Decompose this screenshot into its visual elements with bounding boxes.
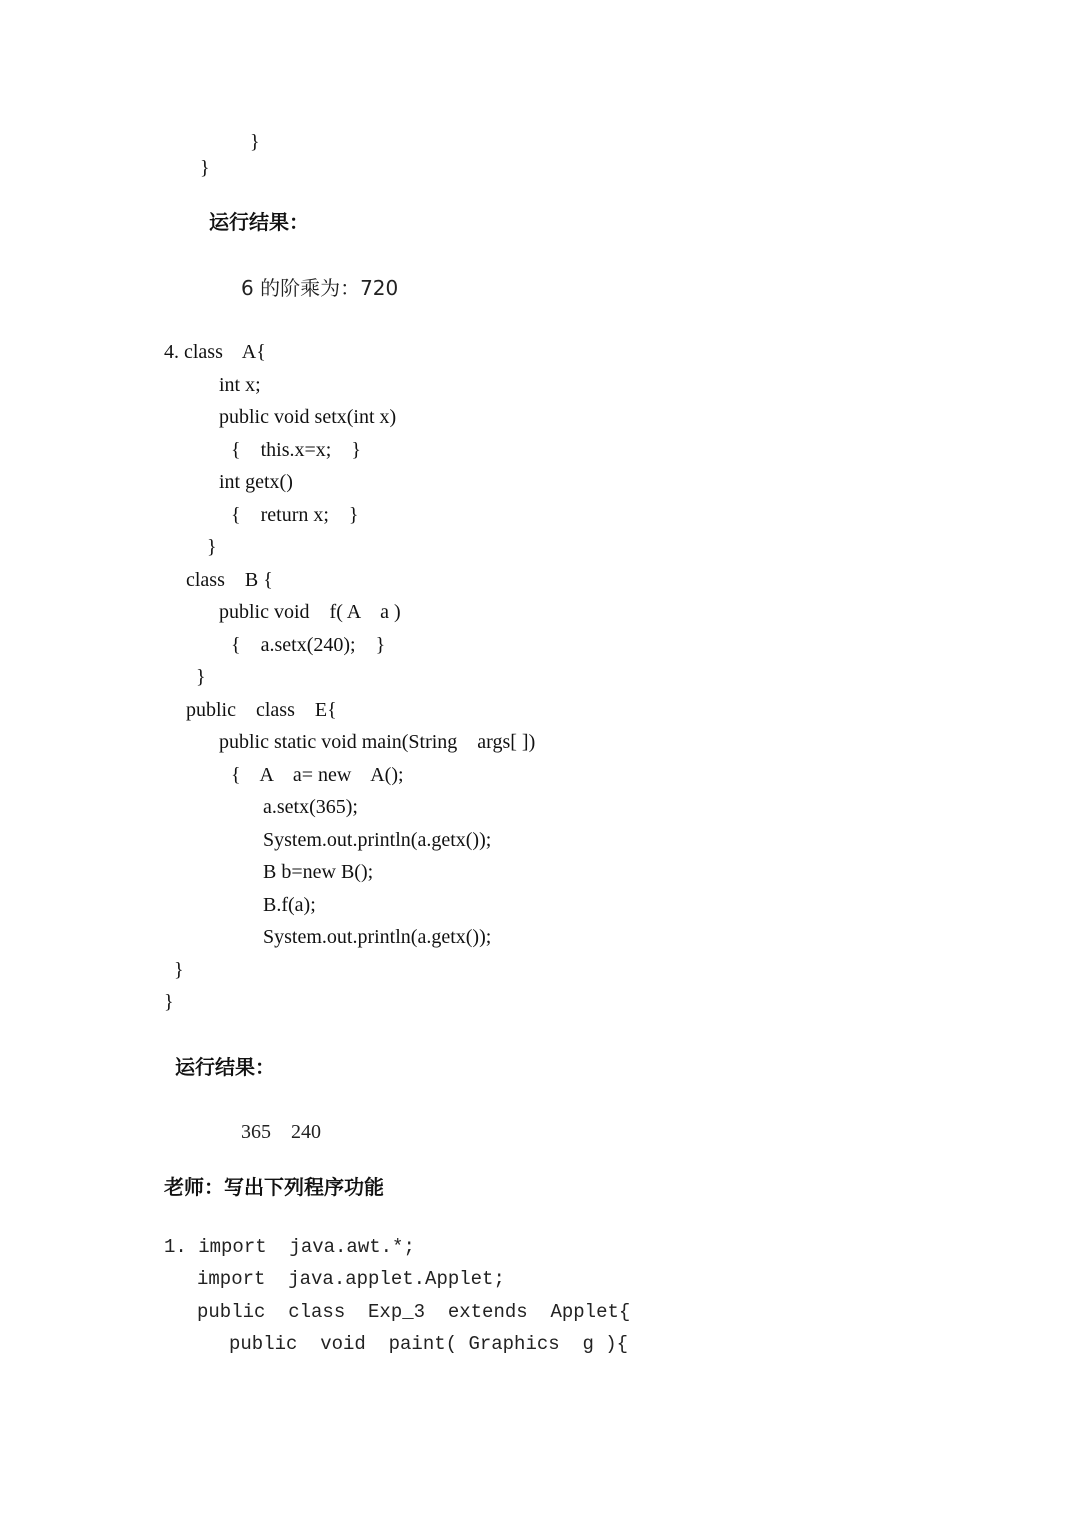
code-line: public void paint( Graphics g ){ [229, 1333, 629, 1355]
code-line: } [207, 536, 217, 558]
code-line: public class Exp_3 extends Applet{ [197, 1301, 631, 1323]
code-line: 1. import java.awt.*; [164, 1236, 415, 1258]
code-line: } [196, 666, 206, 688]
code-line: public class E{ [186, 699, 337, 721]
code-line: { a.setx(240); } [231, 634, 386, 656]
code-line: { A a= new A(); [231, 764, 404, 786]
code-line: a.setx(365); [263, 796, 358, 818]
code-line: } [164, 991, 174, 1013]
code-line: } [174, 959, 184, 981]
result-value: 6 的阶乘为：720 [241, 276, 399, 300]
code-line: class B { [186, 569, 273, 591]
code-line: 4. class A{ [164, 341, 266, 363]
code-line: int x; [219, 374, 261, 396]
code-line: import java.applet.Applet; [197, 1268, 505, 1290]
code-line: int getx() [219, 471, 293, 493]
code-line: B.f(a); [263, 894, 316, 916]
code-line: public static void main(String args[ ]) [219, 731, 536, 753]
code-line: { return x; } [231, 504, 359, 526]
result-value: 365 240 [241, 1121, 321, 1143]
code-line: System.out.println(a.getx()); [263, 926, 492, 948]
code-line: B b=new B(); [263, 861, 374, 883]
code-close-brace: } [250, 131, 260, 153]
code-line: public void f( A a ) [219, 601, 401, 623]
result-heading: 运行结果： [209, 210, 309, 234]
code-line: public void setx(int x) [219, 406, 397, 428]
section-heading: 老师：写出下列程序功能 [164, 1175, 384, 1199]
code-line: { this.x=x; } [231, 439, 361, 461]
result-heading: 运行结果： [175, 1055, 275, 1079]
code-line: System.out.println(a.getx()); [263, 829, 492, 851]
code-close-brace: } [200, 157, 210, 179]
